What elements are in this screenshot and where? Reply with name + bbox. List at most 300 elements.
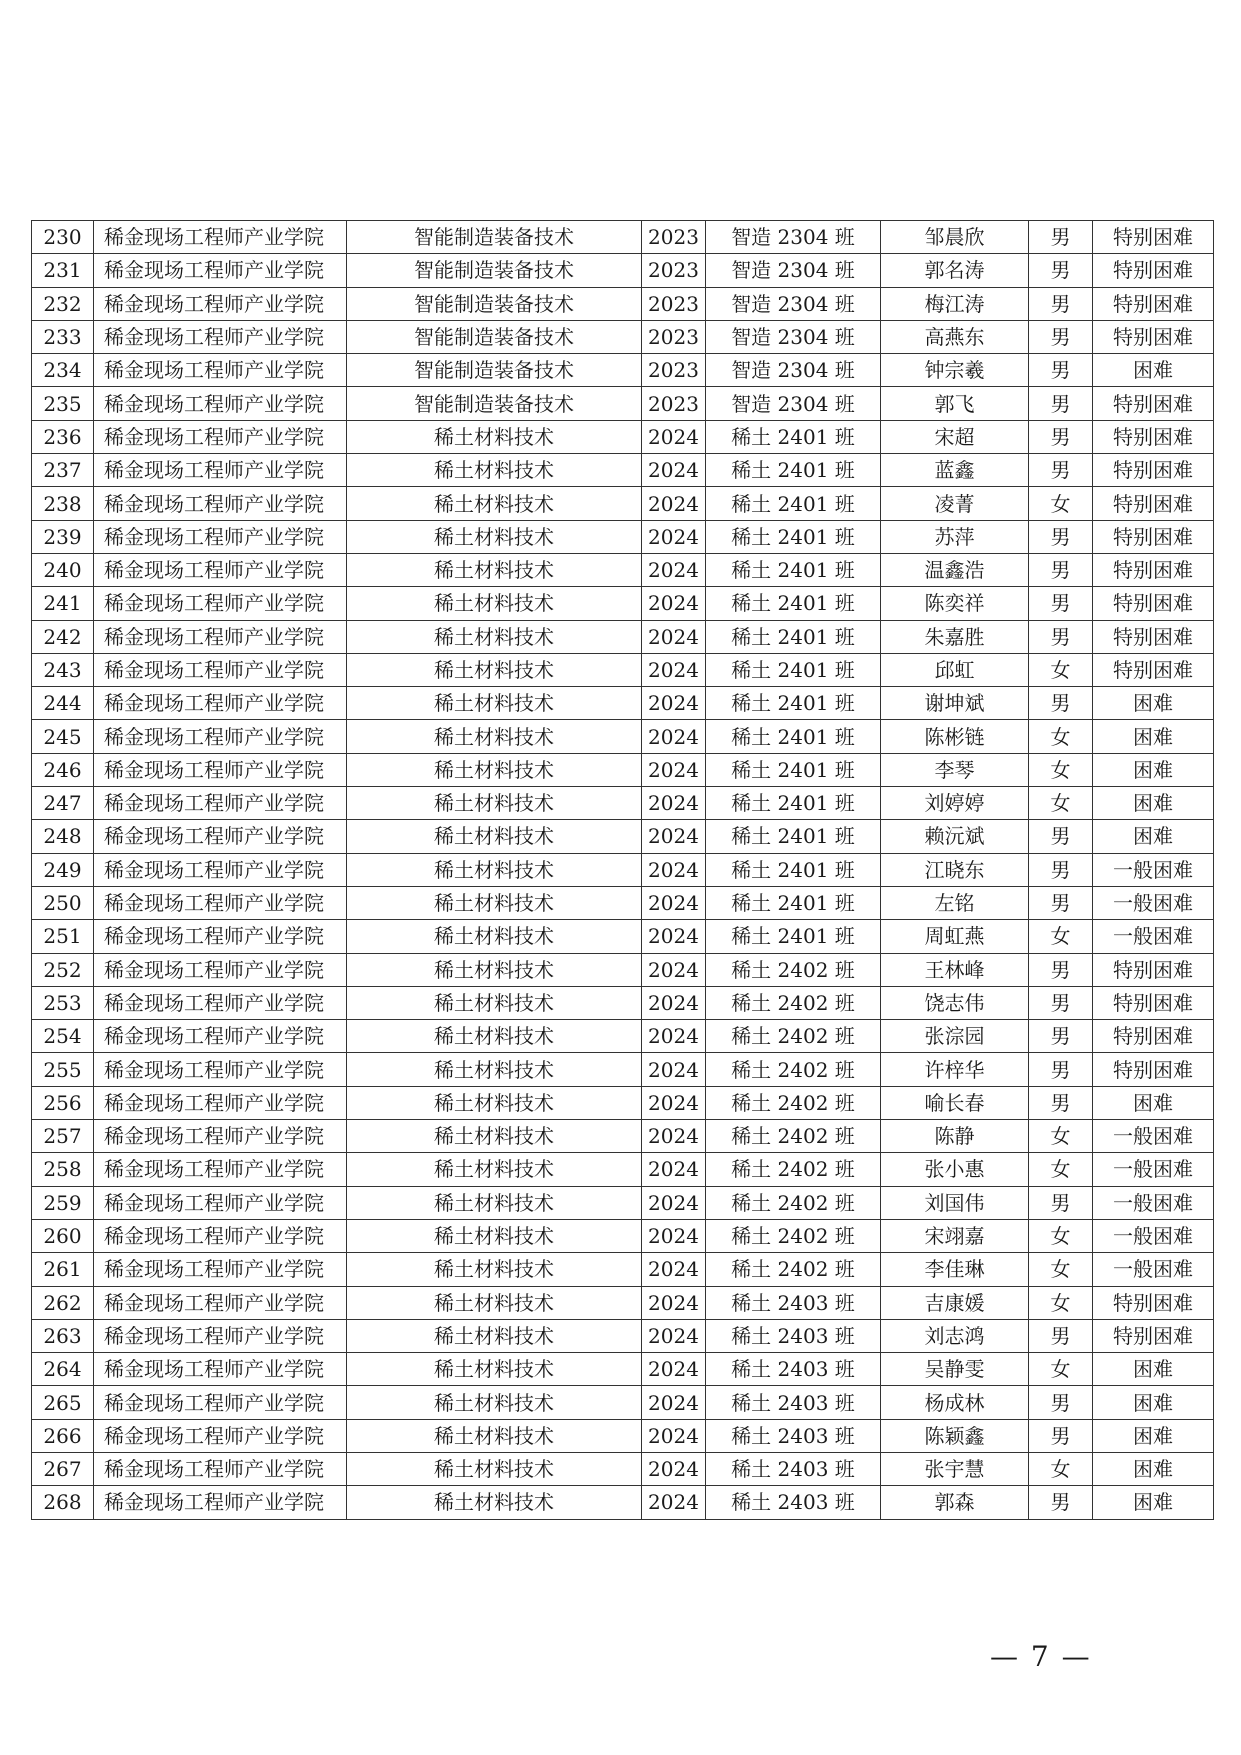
gender-cell: 男 (1029, 1086, 1093, 1119)
year-cell: 2024 (642, 487, 706, 520)
difficulty-level-cell: 一般困难 (1093, 1186, 1214, 1219)
name-cell: 宋超 (881, 420, 1029, 453)
gender-cell: 女 (1029, 1452, 1093, 1485)
table-row (32, 953, 1214, 986)
difficulty-level-cell: 一般困难 (1093, 1120, 1214, 1153)
difficulty-level-cell: 特别困难 (1093, 1319, 1214, 1352)
table-row (32, 1486, 1214, 1519)
gender-cell: 男 (1029, 1419, 1093, 1452)
major-cell: 稀土材料技术 (347, 1153, 642, 1186)
class-cell: 稀土 2401 班 (706, 720, 881, 753)
name-cell: 左铭 (881, 886, 1029, 919)
college-cell: 稀金现场工程师产业学院 (94, 687, 347, 720)
row-number-cell: 263 (32, 1319, 94, 1352)
major-cell: 稀土材料技术 (347, 1419, 642, 1452)
class-cell: 稀土 2402 班 (706, 1020, 881, 1053)
table-row (32, 553, 1214, 586)
major-cell: 智能制造装备技术 (347, 254, 642, 287)
row-number-cell: 241 (32, 587, 94, 620)
major-cell: 稀土材料技术 (347, 820, 642, 853)
table-row (32, 1219, 1214, 1252)
class-cell: 稀土 2402 班 (706, 1153, 881, 1186)
class-cell: 稀土 2401 班 (706, 487, 881, 520)
gender-cell: 男 (1029, 320, 1093, 353)
class-cell: 智造 2304 班 (706, 387, 881, 420)
major-cell: 稀土材料技术 (347, 986, 642, 1019)
year-cell: 2024 (642, 420, 706, 453)
row-number-cell: 231 (32, 254, 94, 287)
difficulty-level-cell: 一般困难 (1093, 853, 1214, 886)
gender-cell: 女 (1029, 653, 1093, 686)
row-number-cell: 262 (32, 1286, 94, 1319)
year-cell: 2024 (642, 787, 706, 820)
student-table (31, 220, 1214, 1520)
name-cell: 张淙园 (881, 1020, 1029, 1053)
table-row (32, 487, 1214, 520)
name-cell: 许梓华 (881, 1053, 1029, 1086)
difficulty-level-cell: 困难 (1093, 1086, 1214, 1119)
name-cell: 温鑫浩 (881, 553, 1029, 586)
gender-cell: 男 (1029, 221, 1093, 254)
name-cell: 宋翊嘉 (881, 1219, 1029, 1252)
name-cell: 刘婷婷 (881, 787, 1029, 820)
major-cell: 稀土材料技术 (347, 1386, 642, 1419)
year-cell: 2024 (642, 1120, 706, 1153)
name-cell: 陈奕祥 (881, 587, 1029, 620)
year-cell: 2024 (642, 1353, 706, 1386)
class-cell: 稀土 2402 班 (706, 1086, 881, 1119)
major-cell: 稀土材料技术 (347, 1253, 642, 1286)
name-cell: 周虹燕 (881, 920, 1029, 953)
difficulty-level-cell: 特别困难 (1093, 287, 1214, 320)
difficulty-level-cell: 特别困难 (1093, 653, 1214, 686)
class-cell: 智造 2304 班 (706, 320, 881, 353)
college-cell: 稀金现场工程师产业学院 (94, 254, 347, 287)
gender-cell: 女 (1029, 487, 1093, 520)
name-cell: 刘国伟 (881, 1186, 1029, 1219)
year-cell: 2024 (642, 1153, 706, 1186)
major-cell: 智能制造装备技术 (347, 221, 642, 254)
class-cell: 智造 2304 班 (706, 354, 881, 387)
difficulty-level-cell: 特别困难 (1093, 221, 1214, 254)
college-cell: 稀金现场工程师产业学院 (94, 787, 347, 820)
class-cell: 稀土 2401 班 (706, 420, 881, 453)
gender-cell: 男 (1029, 1386, 1093, 1419)
major-cell: 智能制造装备技术 (347, 387, 642, 420)
table-row (32, 354, 1214, 387)
name-cell: 邹晨欣 (881, 221, 1029, 254)
year-cell: 2023 (642, 287, 706, 320)
college-cell: 稀金现场工程师产业学院 (94, 1452, 347, 1485)
row-number-cell: 265 (32, 1386, 94, 1419)
class-cell: 稀土 2403 班 (706, 1486, 881, 1519)
college-cell: 稀金现场工程师产业学院 (94, 1353, 347, 1386)
gender-cell: 男 (1029, 986, 1093, 1019)
year-cell: 2024 (642, 1219, 706, 1252)
major-cell: 稀土材料技术 (347, 420, 642, 453)
difficulty-level-cell: 特别困难 (1093, 986, 1214, 1019)
row-number-cell: 268 (32, 1486, 94, 1519)
difficulty-level-cell: 特别困难 (1093, 420, 1214, 453)
college-cell: 稀金现场工程师产业学院 (94, 1319, 347, 1352)
table-row (32, 1253, 1214, 1286)
year-cell: 2024 (642, 820, 706, 853)
year-cell: 2023 (642, 387, 706, 420)
name-cell: 郭名涛 (881, 254, 1029, 287)
name-cell: 陈静 (881, 1120, 1029, 1153)
name-cell: 邱虹 (881, 653, 1029, 686)
name-cell: 朱嘉胜 (881, 620, 1029, 653)
row-number-cell: 233 (32, 320, 94, 353)
difficulty-level-cell: 一般困难 (1093, 1153, 1214, 1186)
gender-cell: 女 (1029, 1286, 1093, 1319)
gender-cell: 男 (1029, 1053, 1093, 1086)
major-cell: 稀土材料技术 (347, 653, 642, 686)
table-row (32, 454, 1214, 487)
difficulty-level-cell: 特别困难 (1093, 454, 1214, 487)
gender-cell: 男 (1029, 354, 1093, 387)
difficulty-level-cell: 困难 (1093, 753, 1214, 786)
gender-cell: 女 (1029, 753, 1093, 786)
major-cell: 稀土材料技术 (347, 886, 642, 919)
name-cell: 张宇慧 (881, 1452, 1029, 1485)
difficulty-level-cell: 困难 (1093, 1452, 1214, 1485)
gender-cell: 男 (1029, 454, 1093, 487)
college-cell: 稀金现场工程师产业学院 (94, 221, 347, 254)
difficulty-level-cell: 困难 (1093, 1419, 1214, 1452)
name-cell: 蓝鑫 (881, 454, 1029, 487)
row-number-cell: 238 (32, 487, 94, 520)
row-number-cell: 253 (32, 986, 94, 1019)
name-cell: 饶志伟 (881, 986, 1029, 1019)
table-body (32, 221, 1214, 1520)
table-row (32, 687, 1214, 720)
year-cell: 2024 (642, 886, 706, 919)
table-row (32, 920, 1214, 953)
table-row (32, 287, 1214, 320)
row-number-cell: 260 (32, 1219, 94, 1252)
difficulty-level-cell: 特别困难 (1093, 620, 1214, 653)
table-row (32, 221, 1214, 254)
major-cell: 稀土材料技术 (347, 953, 642, 986)
year-cell: 2024 (642, 1286, 706, 1319)
name-cell: 郭飞 (881, 387, 1029, 420)
name-cell: 凌菁 (881, 487, 1029, 520)
college-cell: 稀金现场工程师产业学院 (94, 620, 347, 653)
row-number-cell: 254 (32, 1020, 94, 1053)
year-cell: 2024 (642, 953, 706, 986)
gender-cell: 男 (1029, 587, 1093, 620)
major-cell: 稀土材料技术 (347, 687, 642, 720)
name-cell: 钟宗羲 (881, 354, 1029, 387)
difficulty-level-cell: 特别困难 (1093, 953, 1214, 986)
gender-cell: 女 (1029, 1153, 1093, 1186)
row-number-cell: 244 (32, 687, 94, 720)
row-number-cell: 248 (32, 820, 94, 853)
table-row (32, 1086, 1214, 1119)
name-cell: 高燕东 (881, 320, 1029, 353)
major-cell: 稀土材料技术 (347, 587, 642, 620)
difficulty-level-cell: 特别困难 (1093, 320, 1214, 353)
major-cell: 稀土材料技术 (347, 1086, 642, 1119)
difficulty-level-cell: 特别困难 (1093, 1020, 1214, 1053)
name-cell: 刘志鸿 (881, 1319, 1029, 1352)
row-number-cell: 245 (32, 720, 94, 753)
year-cell: 2024 (642, 1086, 706, 1119)
table-row (32, 1353, 1214, 1386)
gender-cell: 男 (1029, 1020, 1093, 1053)
difficulty-level-cell: 困难 (1093, 687, 1214, 720)
college-cell: 稀金现场工程师产业学院 (94, 1153, 347, 1186)
class-cell: 稀土 2401 班 (706, 520, 881, 553)
year-cell: 2024 (642, 520, 706, 553)
gender-cell: 男 (1029, 387, 1093, 420)
major-cell: 稀土材料技术 (347, 853, 642, 886)
gender-cell: 男 (1029, 1319, 1093, 1352)
class-cell: 稀土 2403 班 (706, 1419, 881, 1452)
college-cell: 稀金现场工程师产业学院 (94, 1286, 347, 1319)
college-cell: 稀金现场工程师产业学院 (94, 454, 347, 487)
table-row (32, 1053, 1214, 1086)
class-cell: 稀土 2401 班 (706, 454, 881, 487)
major-cell: 智能制造装备技术 (347, 320, 642, 353)
class-cell: 稀土 2402 班 (706, 1253, 881, 1286)
year-cell: 2024 (642, 1020, 706, 1053)
class-cell: 稀土 2403 班 (706, 1452, 881, 1485)
major-cell: 稀土材料技术 (347, 454, 642, 487)
class-cell: 稀土 2401 班 (706, 886, 881, 919)
class-cell: 稀土 2401 班 (706, 920, 881, 953)
class-cell: 稀土 2402 班 (706, 1186, 881, 1219)
row-number-cell: 259 (32, 1186, 94, 1219)
gender-cell: 女 (1029, 1353, 1093, 1386)
college-cell: 稀金现场工程师产业学院 (94, 986, 347, 1019)
difficulty-level-cell: 一般困难 (1093, 1253, 1214, 1286)
difficulty-level-cell: 一般困难 (1093, 886, 1214, 919)
gender-cell: 女 (1029, 920, 1093, 953)
college-cell: 稀金现场工程师产业学院 (94, 1253, 347, 1286)
row-number-cell: 250 (32, 886, 94, 919)
table-row (32, 387, 1214, 420)
gender-cell: 女 (1029, 787, 1093, 820)
row-number-cell: 267 (32, 1452, 94, 1485)
row-number-cell: 246 (32, 753, 94, 786)
class-cell: 稀土 2402 班 (706, 1120, 881, 1153)
class-cell: 稀土 2401 班 (706, 587, 881, 620)
college-cell: 稀金现场工程师产业学院 (94, 820, 347, 853)
table-row (32, 820, 1214, 853)
gender-cell: 女 (1029, 1120, 1093, 1153)
class-cell: 稀土 2401 班 (706, 687, 881, 720)
college-cell: 稀金现场工程师产业学院 (94, 287, 347, 320)
major-cell: 稀土材料技术 (347, 753, 642, 786)
gender-cell: 男 (1029, 420, 1093, 453)
row-number-cell: 258 (32, 1153, 94, 1186)
row-number-cell: 256 (32, 1086, 94, 1119)
major-cell: 稀土材料技术 (347, 1486, 642, 1519)
table-row (32, 1286, 1214, 1319)
class-cell: 智造 2304 班 (706, 254, 881, 287)
year-cell: 2024 (642, 1486, 706, 1519)
major-cell: 稀土材料技术 (347, 1120, 642, 1153)
class-cell: 稀土 2401 班 (706, 820, 881, 853)
class-cell: 稀土 2403 班 (706, 1386, 881, 1419)
difficulty-level-cell: 特别困难 (1093, 487, 1214, 520)
row-number-cell: 249 (32, 853, 94, 886)
name-cell: 江晓东 (881, 853, 1029, 886)
class-cell: 稀土 2402 班 (706, 986, 881, 1019)
year-cell: 2024 (642, 1386, 706, 1419)
gender-cell: 男 (1029, 886, 1093, 919)
table-row (32, 986, 1214, 1019)
gender-cell: 女 (1029, 1219, 1093, 1252)
college-cell: 稀金现场工程师产业学院 (94, 1386, 347, 1419)
table-row (32, 720, 1214, 753)
college-cell: 稀金现场工程师产业学院 (94, 1419, 347, 1452)
college-cell: 稀金现场工程师产业学院 (94, 320, 347, 353)
college-cell: 稀金现场工程师产业学院 (94, 1020, 347, 1053)
table-row (32, 853, 1214, 886)
class-cell: 稀土 2403 班 (706, 1353, 881, 1386)
college-cell: 稀金现场工程师产业学院 (94, 387, 347, 420)
name-cell: 吉康媛 (881, 1286, 1029, 1319)
college-cell: 稀金现场工程师产业学院 (94, 1186, 347, 1219)
college-cell: 稀金现场工程师产业学院 (94, 920, 347, 953)
row-number-cell: 242 (32, 620, 94, 653)
class-cell: 稀土 2402 班 (706, 1053, 881, 1086)
year-cell: 2024 (642, 653, 706, 686)
row-number-cell: 236 (32, 420, 94, 453)
gender-cell: 男 (1029, 953, 1093, 986)
college-cell: 稀金现场工程师产业学院 (94, 1053, 347, 1086)
name-cell: 陈颖鑫 (881, 1419, 1029, 1452)
college-cell: 稀金现场工程师产业学院 (94, 354, 347, 387)
year-cell: 2024 (642, 620, 706, 653)
name-cell: 王林峰 (881, 953, 1029, 986)
table-row (32, 1020, 1214, 1053)
year-cell: 2023 (642, 254, 706, 287)
name-cell: 谢坤斌 (881, 687, 1029, 720)
college-cell: 稀金现场工程师产业学院 (94, 420, 347, 453)
gender-cell: 男 (1029, 687, 1093, 720)
college-cell: 稀金现场工程师产业学院 (94, 1086, 347, 1119)
class-cell: 稀土 2401 班 (706, 620, 881, 653)
major-cell: 稀土材料技术 (347, 1186, 642, 1219)
major-cell: 稀土材料技术 (347, 520, 642, 553)
class-cell: 稀土 2401 班 (706, 653, 881, 686)
college-cell: 稀金现场工程师产业学院 (94, 1120, 347, 1153)
gender-cell: 男 (1029, 820, 1093, 853)
table-row (32, 587, 1214, 620)
table-row (32, 653, 1214, 686)
gender-cell: 女 (1029, 720, 1093, 753)
major-cell: 智能制造装备技术 (347, 354, 642, 387)
gender-cell: 男 (1029, 1186, 1093, 1219)
difficulty-level-cell: 困难 (1093, 787, 1214, 820)
gender-cell: 男 (1029, 287, 1093, 320)
class-cell: 稀土 2402 班 (706, 1219, 881, 1252)
class-cell: 稀土 2401 班 (706, 753, 881, 786)
year-cell: 2024 (642, 853, 706, 886)
college-cell: 稀金现场工程师产业学院 (94, 1219, 347, 1252)
difficulty-level-cell: 困难 (1093, 1486, 1214, 1519)
class-cell: 稀土 2401 班 (706, 787, 881, 820)
difficulty-level-cell: 一般困难 (1093, 1219, 1214, 1252)
year-cell: 2023 (642, 320, 706, 353)
name-cell: 梅江涛 (881, 287, 1029, 320)
class-cell: 稀土 2401 班 (706, 553, 881, 586)
major-cell: 稀土材料技术 (347, 620, 642, 653)
difficulty-level-cell: 困难 (1093, 820, 1214, 853)
table-row (32, 1186, 1214, 1219)
page-number: — 7 — (990, 1640, 1092, 1673)
table-row (32, 753, 1214, 786)
major-cell: 稀土材料技术 (347, 1452, 642, 1485)
gender-cell: 男 (1029, 254, 1093, 287)
row-number-cell: 239 (32, 520, 94, 553)
college-cell: 稀金现场工程师产业学院 (94, 553, 347, 586)
table-row (32, 420, 1214, 453)
row-number-cell: 261 (32, 1253, 94, 1286)
year-cell: 2024 (642, 1452, 706, 1485)
row-number-cell: 235 (32, 387, 94, 420)
difficulty-level-cell: 特别困难 (1093, 1286, 1214, 1319)
year-cell: 2023 (642, 221, 706, 254)
major-cell: 稀土材料技术 (347, 1219, 642, 1252)
college-cell: 稀金现场工程师产业学院 (94, 886, 347, 919)
row-number-cell: 232 (32, 287, 94, 320)
row-number-cell: 237 (32, 454, 94, 487)
college-cell: 稀金现场工程师产业学院 (94, 487, 347, 520)
major-cell: 稀土材料技术 (347, 1053, 642, 1086)
difficulty-level-cell: 特别困难 (1093, 587, 1214, 620)
year-cell: 2024 (642, 454, 706, 487)
difficulty-level-cell: 特别困难 (1093, 1053, 1214, 1086)
class-cell: 稀土 2403 班 (706, 1286, 881, 1319)
year-cell: 2024 (642, 553, 706, 586)
major-cell: 智能制造装备技术 (347, 287, 642, 320)
row-number-cell: 247 (32, 787, 94, 820)
year-cell: 2024 (642, 720, 706, 753)
table-row (32, 1120, 1214, 1153)
row-number-cell: 230 (32, 221, 94, 254)
difficulty-level-cell: 特别困难 (1093, 520, 1214, 553)
row-number-cell: 243 (32, 653, 94, 686)
college-cell: 稀金现场工程师产业学院 (94, 1486, 347, 1519)
name-cell: 喻长春 (881, 1086, 1029, 1119)
gender-cell: 男 (1029, 620, 1093, 653)
row-number-cell: 255 (32, 1053, 94, 1086)
major-cell: 稀土材料技术 (347, 1319, 642, 1352)
row-number-cell: 240 (32, 553, 94, 586)
gender-cell: 男 (1029, 1486, 1093, 1519)
name-cell: 苏萍 (881, 520, 1029, 553)
major-cell: 稀土材料技术 (347, 720, 642, 753)
year-cell: 2024 (642, 1419, 706, 1452)
college-cell: 稀金现场工程师产业学院 (94, 587, 347, 620)
name-cell: 赖沅斌 (881, 820, 1029, 853)
row-number-cell: 257 (32, 1120, 94, 1153)
major-cell: 稀土材料技术 (347, 787, 642, 820)
table-row (32, 787, 1214, 820)
year-cell: 2024 (642, 920, 706, 953)
name-cell: 吴静雯 (881, 1353, 1029, 1386)
table-row (32, 254, 1214, 287)
row-number-cell: 251 (32, 920, 94, 953)
difficulty-level-cell: 特别困难 (1093, 254, 1214, 287)
college-cell: 稀金现场工程师产业学院 (94, 953, 347, 986)
table-row (32, 1153, 1214, 1186)
